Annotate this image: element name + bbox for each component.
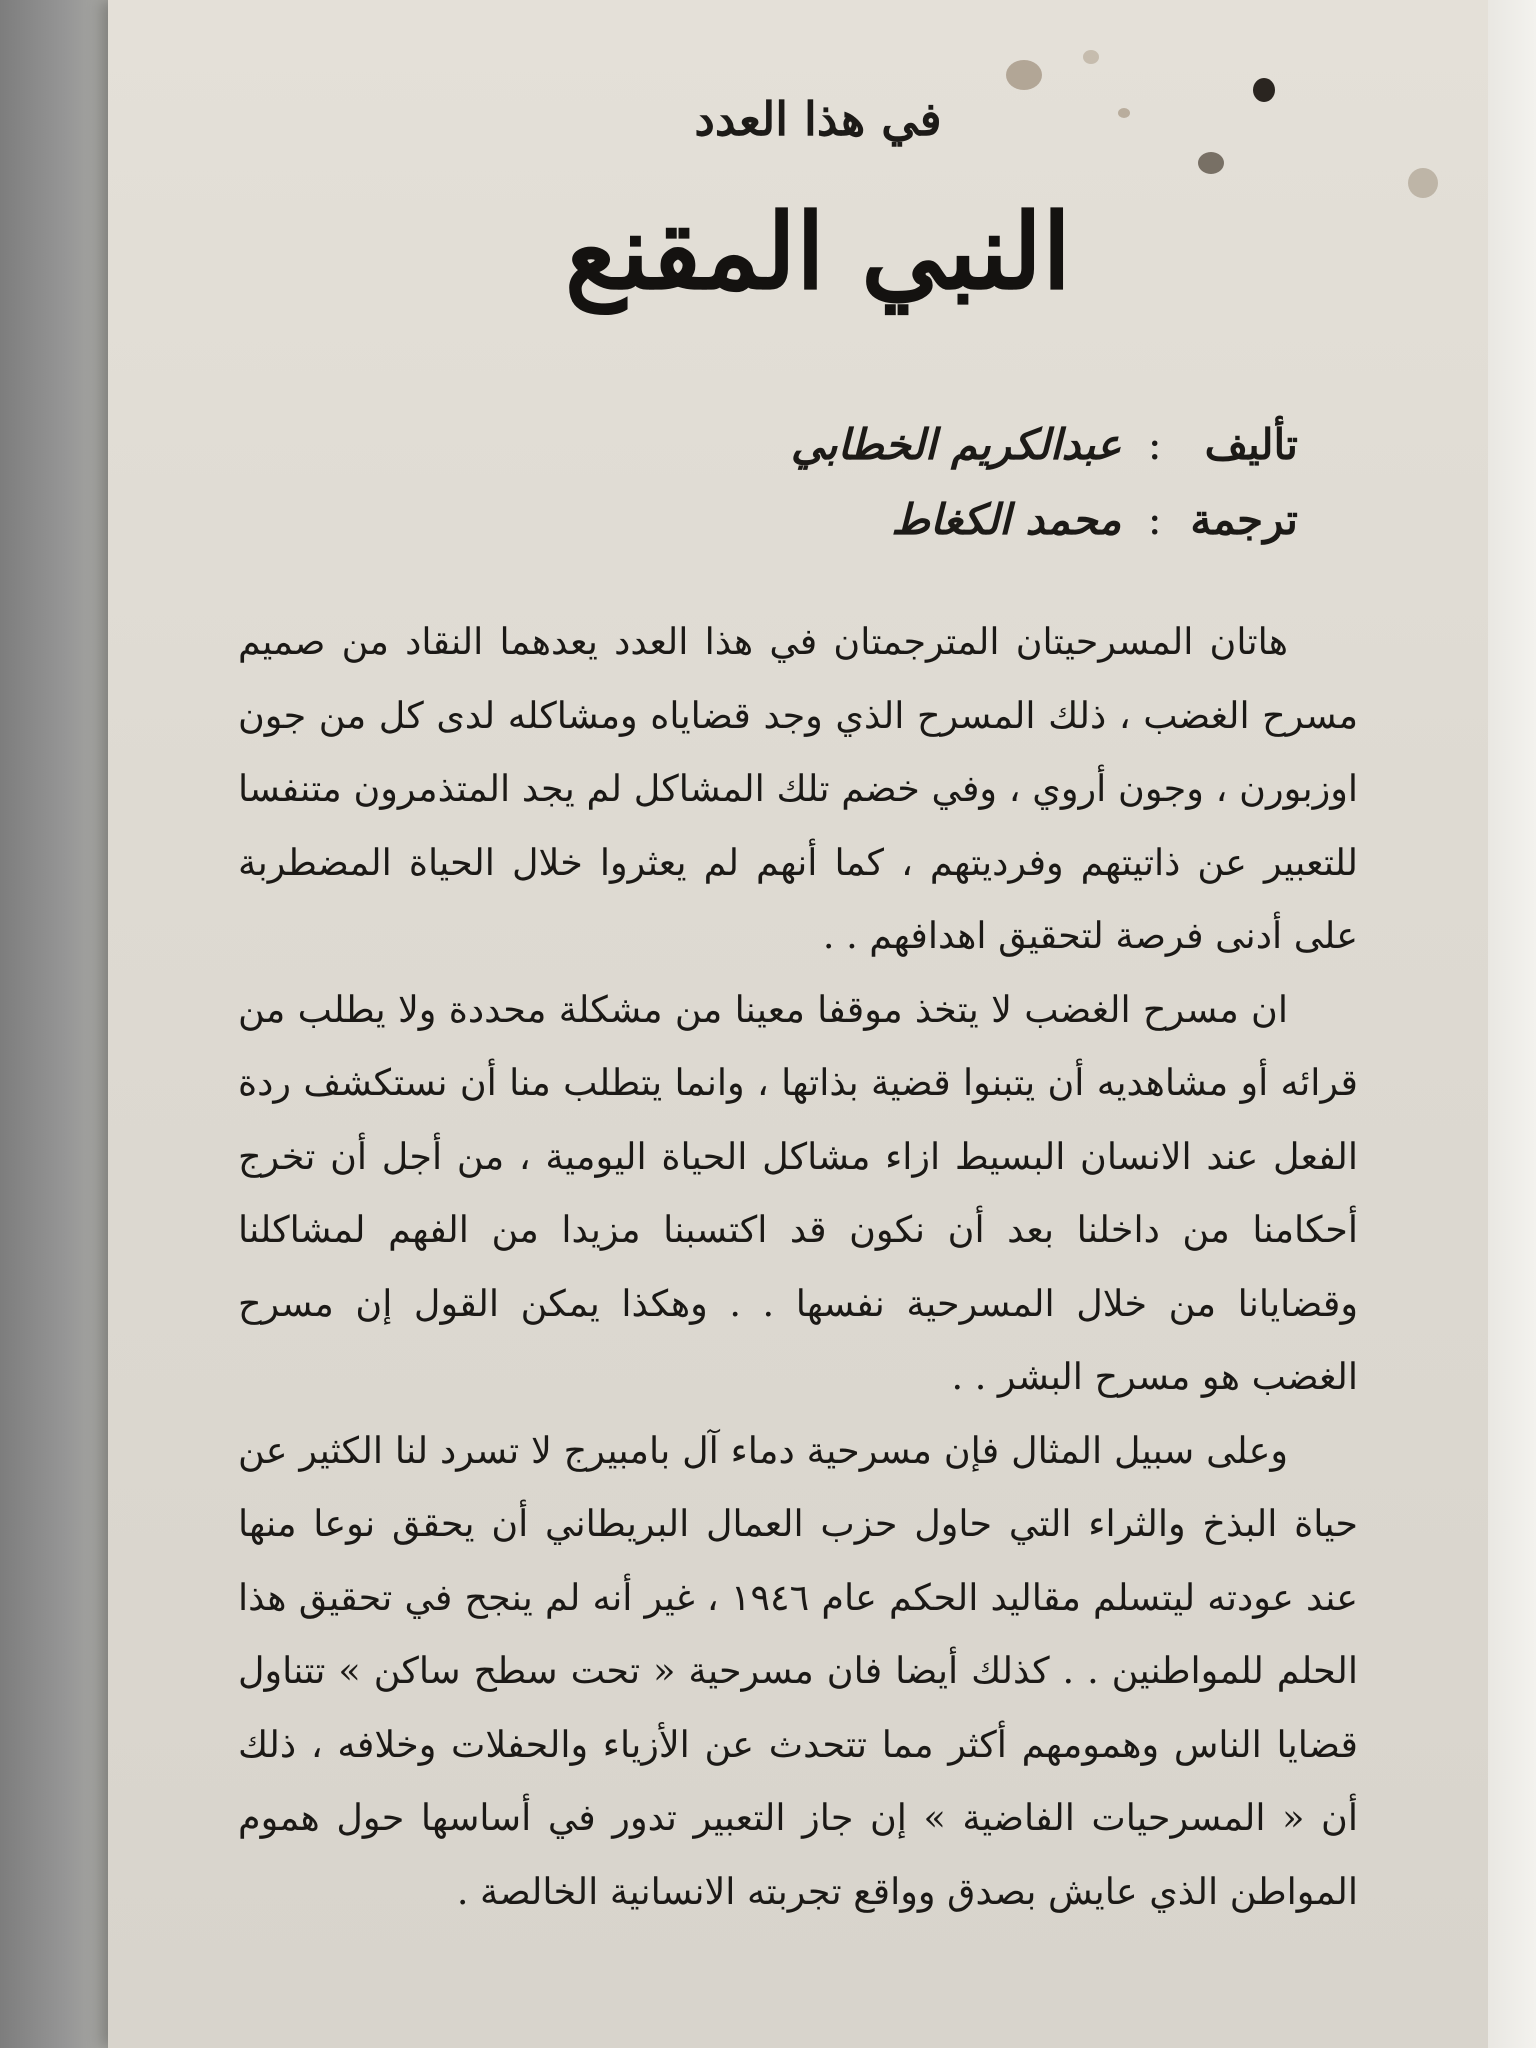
body-paragraph: وعلى سبيل المثال فإن مسرحية دماء آل بامبيرج لا تسرد لنا الكثير عن حياة البذخ والثراء التي حاول حزب العمال البريطاني أن يحقق نوعا منها عند عودته ليتسلم مقاليد الحكم عام ١٩٤٦ ، غير أنه لم ينجح في تحقيق هذا الحلم للمواطنين . . كذلك أيضا فان مسرحية « تحت سطح ساكن » تتناول قضايا الناس وهمومهم أكثر مما تتحدث عن الأزياء والحفلات وخلافه ، ذلك أن « المسرحيات الفاضية » إن جاز التعبير تدور في أساسها حول هموم المواطن الذي عايش بصدق وواقع تجربته الانسانية الخالصة . (238, 1428, 1359, 1913)
body-paragraph: هاتان المسرحيتان المترجمتان في هذا العدد يعدهما النقاد من صميم مسرح الغضب ، ذلك المسرح الذي وجد قضاياه ومشاكله لدى كل من جون اوزبورن ، وجون أروي ، وفي خضم تلك المشاكل لم يجد المتذمرون متنفسا للتعبير عن ذاتيتهم وفرديتهم ، كما أنهم لم يعثروا خلال الحياة المضطربة على أدنى فرصة لتحقيق اهدافهم . . (238, 620, 1358, 957)
stain-spot (1006, 60, 1042, 90)
body-paragraph: ان مسرح الغضب لا يتخذ موقفا معينا من مشكلة محددة ولا يطلب من قرائه أو مشاهديه أن يتبنوا قضية بذاتها ، وانما يتطلب منا أن نستكشف ردة الفعل عند الانسان البسيط ازاء مشاكل الحياة اليومية ، من أجل أن تخرج أحكامنا من داخلنا بعد أن نكون قد اكتسبنا مزيدا من الفهم لمشاكلنا وقضايانا من خلال المسرحية نفسها . . وهكذا يمكن القول إن مسرح الغضب هو مسرح البشر . . (238, 987, 1358, 1398)
stain-spot (1083, 50, 1099, 64)
credit-value: محمد الكغاط (891, 495, 1122, 544)
book-page (108, 0, 1488, 2048)
credit-label: ترجمة (1190, 495, 1298, 544)
body-text (238, 605, 1358, 1928)
page-title: النبي المقنع (564, 190, 1072, 313)
credit-translator (791, 495, 1298, 544)
credit-label: تأليف (1204, 420, 1298, 469)
credit-separator: : (1147, 420, 1162, 469)
credit-author (791, 420, 1298, 469)
page-edge (1488, 0, 1536, 2048)
credits-block (791, 420, 1298, 570)
credit-value: عبدالكريم الخطابي (790, 420, 1122, 469)
credit-separator: : (1147, 495, 1162, 544)
ink-spot (1198, 152, 1224, 174)
issue-kicker: في هذا العدد (694, 92, 942, 146)
book-spine-shadow (0, 0, 110, 2048)
